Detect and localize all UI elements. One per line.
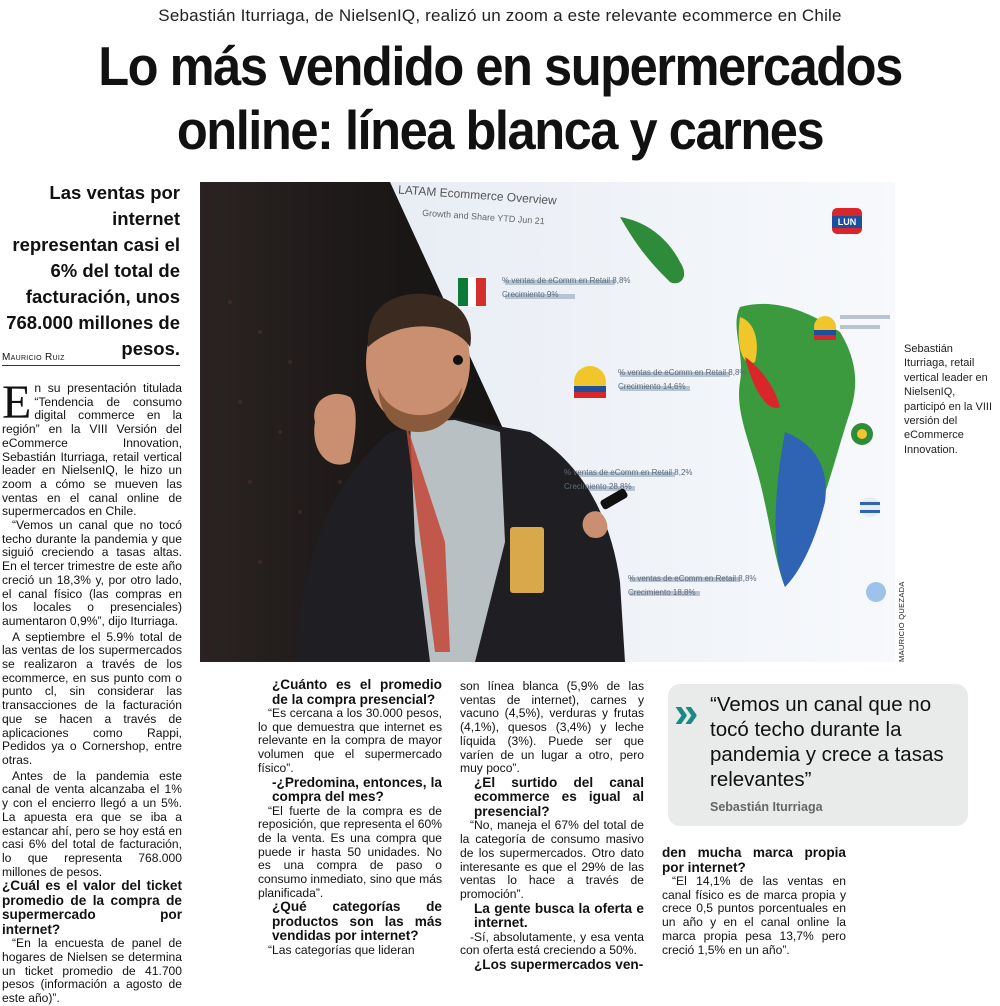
col3-paragraph-2: “No, maneja el 67% del total de la categoría de consumo masivo de los supermercados. Otro dato interesante es que el 29% de las ventas lo hace a través de promoción”.	[460, 818, 644, 901]
column-1	[2, 376, 182, 1006]
slide-row-8: Crecimiento 18,8%	[628, 588, 696, 597]
pull-quote-author: Sebastián Iturriaga	[710, 800, 823, 814]
col4-question-1: den mucha marca propia por internet?	[662, 845, 846, 875]
lun-logo-text: LUN	[832, 216, 862, 228]
column-3	[460, 680, 644, 973]
quote-chevron-icon: »	[674, 688, 699, 737]
headline-line-2: online: línea blanca y carnes	[176, 99, 824, 161]
col4-paragraph-1: “El 14,1% de las ventas en canal físico es de marca propia y crece 0,5 puntos porcentuales en un año y en el canal online la marca propia pesa 13,7% pero creció 1,5% en un año”.	[662, 874, 846, 957]
slide-row-1: % ventas de eComm en Retail 8,8%	[502, 276, 631, 285]
column-4	[662, 846, 846, 957]
photo-credit: MAURICIO QUEZADA	[897, 581, 906, 662]
col2-paragraph-1: “Es cercana a los 30.000 pesos, lo que demuestra que internet es relevante en la compra de mayor volumen que el supermercado físico”.	[258, 706, 442, 775]
col3-question-1: ¿El surtido del canal ecommerce es igual al presencial?	[474, 774, 644, 819]
col2-paragraph-2: “El fuerte de la compra es de reposición, que representa el 60% de la venta. Es una compra que puede ir hasta 50 unidades. No es una compra de paso o consumo inmediato, sino que más planificada”.	[258, 803, 442, 900]
slide-row-7: % ventas de eComm en Retail 8,8%	[628, 574, 757, 583]
article-photo	[200, 182, 895, 662]
photo-credit-wrap	[897, 581, 978, 671]
column-2	[258, 678, 442, 958]
lead-paragraph: Las ventas por internet representan casi el 6% del total de facturación, unos 768.000 millones de pesos.	[6, 182, 180, 359]
slide-row-4: Crecimiento 14,6%	[618, 382, 686, 391]
headline	[40, 34, 960, 162]
slide-row-5: % ventas de eComm en Retail 8,2%	[564, 468, 693, 477]
col2-paragraph-3: “Las categorías que lideran	[268, 942, 415, 957]
col1-paragraph-2: “Vemos un canal que no tocó techo durante la pandemia y que siguió creciendo a tasas altas. En el tercer trimestre de este año creció un 18,3% y, por otro lado, el canal físico (las compras en los locales o presenciales) aumentaron 0,9%”, dijo Iturriaga.	[2, 518, 182, 628]
col1-paragraph-4: Antes de la pandemia este canal de venta alcanzaba el 1% y con el encierro llegó a un 5%. La apuesta era que se iba a estancar ahí, pero se hoy está en casi 6% del total de facturación, lo que representa 768.000 millones de pesos.	[2, 768, 182, 879]
slide-title: LATAM Ecommerce Overview	[397, 182, 558, 208]
slide-row-3: % ventas de eComm en Retail 8,8%	[618, 368, 747, 377]
pull-quote-text: “Vemos un canal que no tocó techo durante la pandemia y crece a tasas relevantes”	[710, 693, 944, 791]
col1-question-1: ¿Cuál es el valor del ticket promedio de la compra de supermercado por internet?	[2, 878, 182, 937]
photo-illustration	[200, 182, 895, 662]
slide-row-6: Crecimiento 28,8%	[564, 482, 632, 491]
lun-logo	[832, 208, 862, 234]
kicker: Sebastián Iturriaga, de NielsenIQ, realizó un zoom a este relevante ecommerce en Chile	[158, 6, 842, 25]
col2-question-3: ¿Qué categorías de productos son las más vendidas por internet?	[272, 899, 442, 944]
col3-paragraph-3: -Sí, absolutamente, y esa venta con oferta está creciendo a 50%.	[460, 929, 644, 958]
pull-quote	[668, 684, 968, 826]
photo-caption: Sebastián Iturriaga, retail vertical leader en NielsenIQ, participó en la VIII versión del eCommerce Innovation.	[904, 343, 993, 456]
col3-question-2: La gente busca la oferta e internet.	[474, 900, 644, 931]
col2-question-2: -¿Predomina, entonces, la compra del mes?	[272, 774, 442, 805]
col1-paragraph-5: “En la encuesta de panel de hogares de Nielsen se determina un ticket promedio de 41.700 pesos (información a agosto de este año)”.	[2, 936, 182, 1006]
slide-row-2: Crecimiento 9%	[502, 290, 559, 299]
byline-author: Mauricio Ruiz	[2, 352, 65, 363]
col1-paragraph-1: En su presentación titulada “Tendencia de consumo digital commerce en la región” en la VIII Versión del eCommerce Innovation, Sebastián Iturriaga, retail vertical leader en NielsenIQ, le hizo un zoom a cómo se mueven las ventas en el canal online de supermercados en Chile.	[2, 376, 182, 519]
col2-question-1: ¿Cuánto es el promedio de la compra presencial?	[272, 677, 442, 707]
drop-cap: E	[2, 376, 32, 429]
byline	[2, 352, 180, 366]
col3-paragraph-1: son línea blanca (5,9% de las ventas de internet), carnes y vacuno (4,5%), verduras y frutas (4,1%), quesos (3,4%) y leche líquida (3%). Puede ser que varíen de un lugar a otro, pero muy poco”.	[460, 679, 644, 776]
slide-subtitle: Growth and Share YTD Jun 21	[421, 207, 546, 227]
col3-question-3: ¿Los supermercados ven-	[474, 957, 644, 973]
headline-line-1: Lo más vendido en supermercados	[98, 35, 902, 97]
col1-paragraph-3: A septiembre el 5.9% total de las ventas de los supermercados se realizaron a través de los ecommerce, en sus punto com o punto cl, sin considerar las transacciones de la facturación que se hacen a través de aplicaciones como Rappi, Pedidos ya o Cornershop, entre otras.	[2, 629, 182, 767]
